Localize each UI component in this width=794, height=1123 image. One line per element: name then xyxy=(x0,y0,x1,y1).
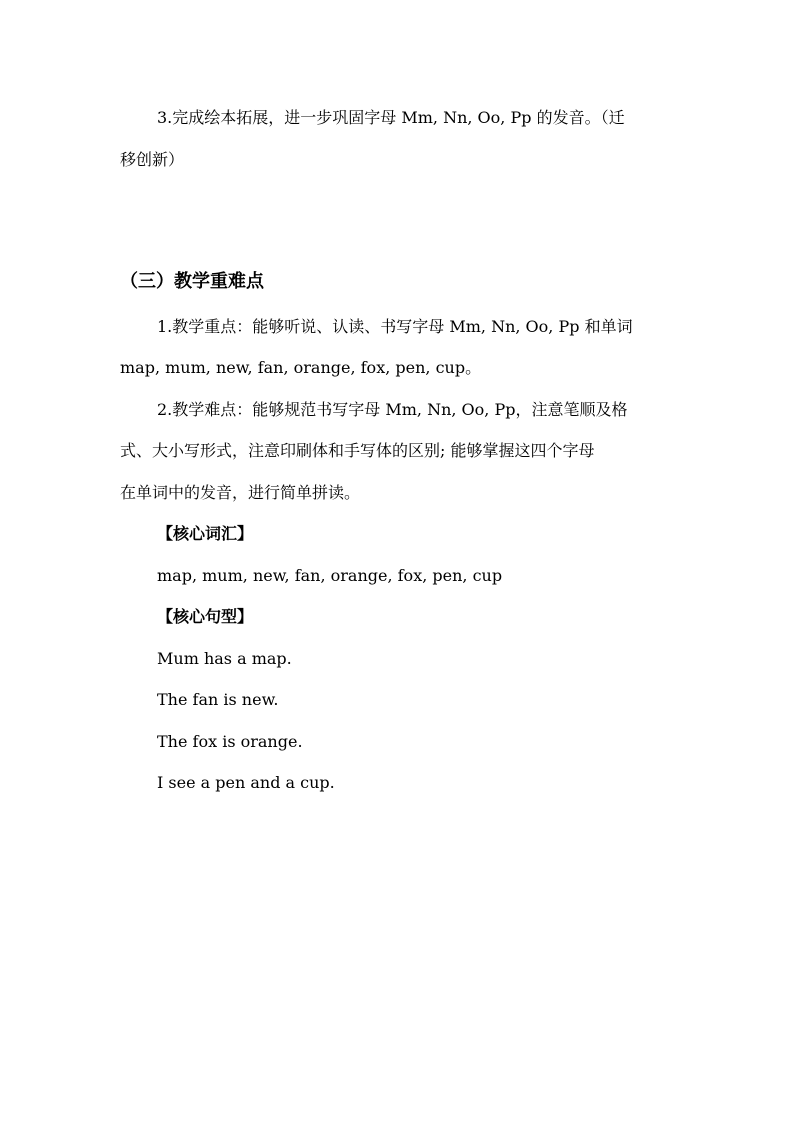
key-point-2-line-3: 在单词中的发音，进行简单拼读。 xyxy=(120,483,361,502)
core-vocab-label: 【核心词汇】 xyxy=(157,524,254,543)
section-heading-key-points: （三）教学重难点 xyxy=(120,271,264,292)
core-sentences-label: 【核心句型】 xyxy=(157,607,254,626)
key-point-2-line-2: 式、大小写形式，注意印刷体和手写体的区别; 能够掌握这四个字母 xyxy=(120,441,595,460)
objective-3-line-2: 移创新） xyxy=(120,150,185,169)
objective-3-line-1: 3.完成绘本拓展，进一步巩固字母 Mm, Nn, Oo, Pp 的发音。（迁 xyxy=(157,108,625,127)
core-sentence-item: I see a pen and a cup. xyxy=(157,773,335,792)
core-vocab-words: map, mum, new, fan, orange, fox, pen, cup xyxy=(157,566,503,585)
key-point-1-line-2: map, mum, new, fan, orange, fox, pen, cup。 xyxy=(120,358,482,377)
core-sentence-item: The fox is orange. xyxy=(157,732,303,751)
core-sentence-item: The fan is new. xyxy=(157,690,279,709)
key-point-2-line-1: 2.教学难点：能够规范书写字母 Mm, Nn, Oo, Pp，注意笔顺及格 xyxy=(157,400,628,419)
key-point-1-line-1: 1.教学重点：能够听说、认读、书写字母 Mm, Nn, Oo, Pp 和单词 xyxy=(157,317,633,336)
core-sentence-item: Mum has a map. xyxy=(157,649,292,668)
